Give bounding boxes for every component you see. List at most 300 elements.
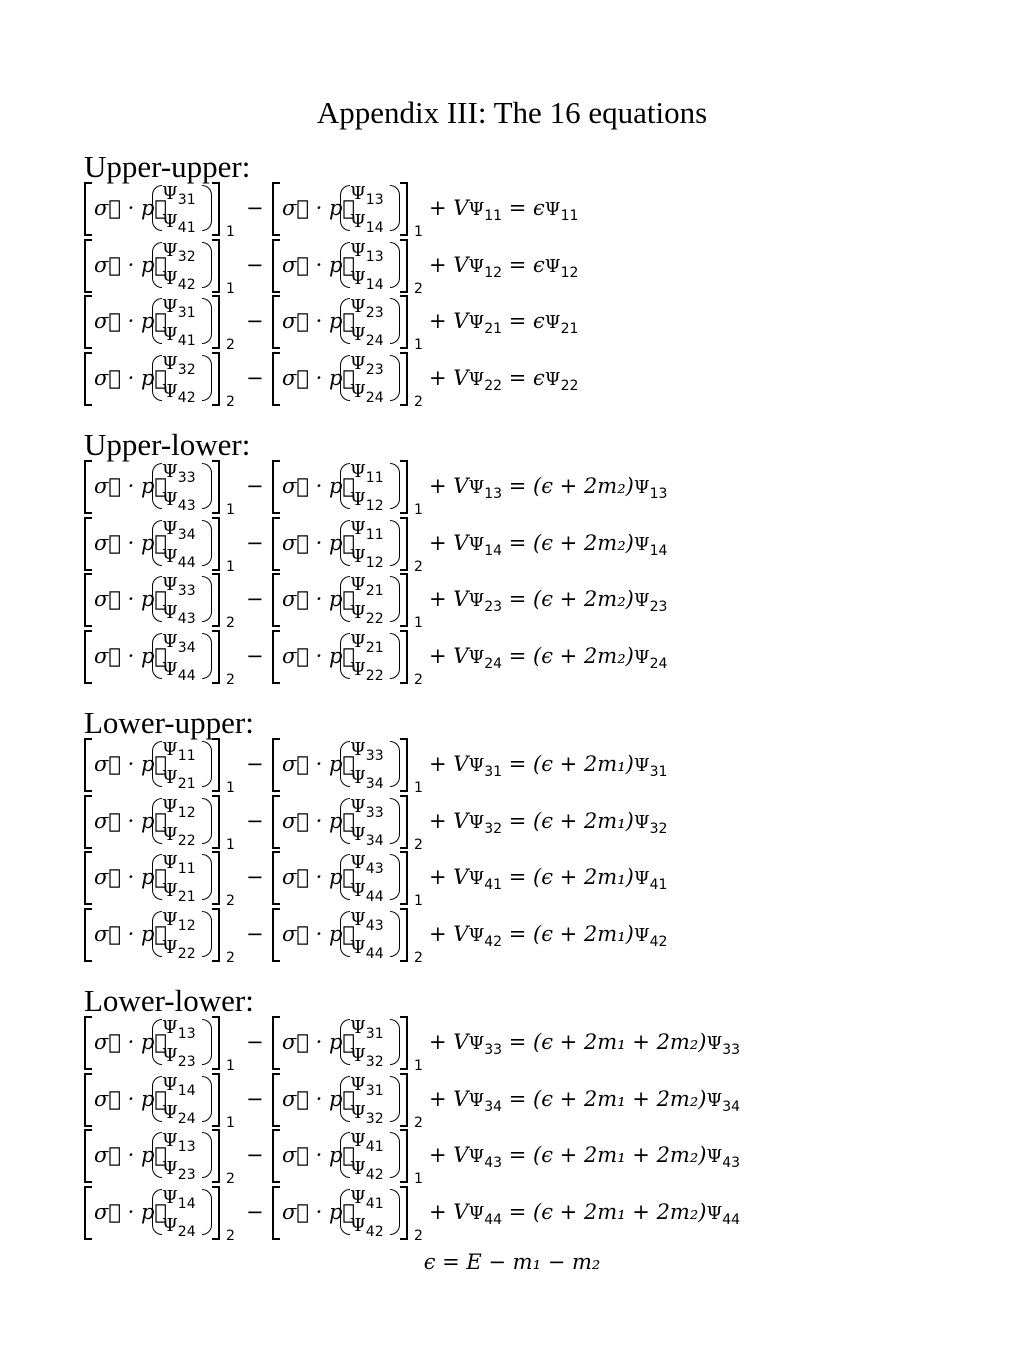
section-label: Upper-lower: xyxy=(84,427,251,462)
a-bracket-right xyxy=(212,908,220,962)
plus-sign: + xyxy=(429,643,454,668)
b-paren-right xyxy=(390,242,400,288)
b-bracket-index: 2 xyxy=(414,671,423,688)
b-psi-bottom-symbol: Ψ xyxy=(350,767,366,788)
a-paren-left xyxy=(152,185,162,231)
a-paren-left xyxy=(152,355,162,401)
a-bracket-left xyxy=(84,908,92,962)
minus-sign: − xyxy=(246,309,264,333)
a-sigma-dot-p: σ⃗ · p⃗ xyxy=(94,1143,168,1167)
b-psi-top xyxy=(350,736,384,763)
psi-index: 13 xyxy=(484,486,503,502)
b-psi-bottom xyxy=(350,877,384,904)
b-bracket-index: 1 xyxy=(414,224,423,240)
a-psi-top-symbol: Ψ xyxy=(162,795,178,817)
equation-row xyxy=(84,517,844,575)
a-psi-bottom-index: 24 xyxy=(177,1110,196,1127)
a-paren-left xyxy=(152,1132,162,1178)
a-psi-top xyxy=(162,1184,196,1211)
a-psi-top-symbol: Ψ xyxy=(162,908,178,930)
potential-symbol: V xyxy=(453,309,469,333)
b-sigma-dot-p: σ⃗ · p⃗ xyxy=(282,530,356,555)
b-bracket-right xyxy=(400,295,408,349)
psi-symbol: Ψ xyxy=(468,477,485,498)
a-psi-top-symbol: Ψ xyxy=(162,852,178,873)
b-paren-left xyxy=(340,520,350,566)
a-psi-bottom xyxy=(162,208,196,235)
b-bracket-left xyxy=(272,1073,280,1127)
plus-sign: + xyxy=(429,1199,454,1224)
b-psi-bottom-index: 24 xyxy=(365,389,384,406)
b-sigma-dot-p: σ⃗ · p⃗ xyxy=(282,252,356,277)
a-psi-bottom-symbol: Ψ xyxy=(162,1158,178,1179)
b-psi-bottom xyxy=(350,486,384,513)
b-psi-top-symbol: Ψ xyxy=(350,517,366,539)
equation-rhs xyxy=(429,587,667,614)
rhs-factor: ϵ xyxy=(533,365,545,390)
rhs-factor: (ϵ + 2m₁ + 2m₂) xyxy=(533,1086,707,1111)
b-psi-bottom xyxy=(350,934,384,961)
b-psi-bottom-index: 22 xyxy=(365,611,384,627)
rhs-factor: (ϵ + 2m₁) xyxy=(533,865,634,889)
potential-symbol: V xyxy=(453,865,469,889)
b-bracket-left xyxy=(272,517,280,571)
a-sigma-dot-p: σ⃗ · p⃗ xyxy=(94,196,168,220)
b-paren-left xyxy=(340,911,350,957)
b-psi-top-index: 11 xyxy=(365,526,384,543)
a-sigma-dot-p: σ⃗ · p⃗ xyxy=(94,474,168,498)
potential-symbol: V xyxy=(453,643,469,668)
a-bracket-index: 2 xyxy=(226,671,235,688)
minus-sign: − xyxy=(246,196,264,220)
b-psi-top-index: 31 xyxy=(365,1082,384,1099)
b-paren-right xyxy=(390,854,400,900)
a-paren-right xyxy=(202,1132,212,1178)
a-psi-bottom-index: 24 xyxy=(177,1223,196,1240)
a-psi-top xyxy=(162,1071,196,1098)
b-bracket-right xyxy=(400,1073,408,1127)
a-bracket-index: 2 xyxy=(226,1227,235,1244)
a-paren-left xyxy=(152,1189,162,1235)
a-psi-bottom xyxy=(162,764,196,791)
b-psi-bottom-symbol: Ψ xyxy=(350,602,366,623)
b-sigma-dot-p: σ⃗ · p⃗ xyxy=(282,643,356,668)
a-psi-bottom xyxy=(162,599,196,626)
a-psi-bottom-symbol: Ψ xyxy=(162,1045,178,1066)
psi-index: 43 xyxy=(484,1155,503,1171)
minus-sign: − xyxy=(246,1086,264,1111)
b-paren-right xyxy=(390,576,400,622)
b-psi-bottom-symbol: Ψ xyxy=(350,324,366,345)
a-psi-bottom-symbol: Ψ xyxy=(162,1214,178,1236)
b-psi-top-index: 13 xyxy=(365,248,384,265)
b-psi-top xyxy=(350,793,384,820)
b-psi-top-symbol: Ψ xyxy=(350,574,366,595)
psi-index: 14 xyxy=(484,542,503,559)
a-paren-left xyxy=(152,633,162,679)
b-bracket-index: 2 xyxy=(414,280,423,297)
b-paren-left xyxy=(340,1189,350,1235)
a-psi-bottom-symbol: Ψ xyxy=(162,823,178,845)
b-bracket-right xyxy=(400,573,408,627)
b-bracket-right xyxy=(400,239,408,293)
equals-sign: = xyxy=(502,643,534,668)
a-psi-bottom-symbol: Ψ xyxy=(162,602,178,623)
potential-symbol: V xyxy=(453,1143,469,1167)
a-bracket-left xyxy=(84,851,92,905)
a-psi-top xyxy=(162,515,196,542)
psi-symbol: Ψ xyxy=(633,646,650,668)
b-sigma-dot-p: σ⃗ · p⃗ xyxy=(282,309,356,333)
a-bracket-left xyxy=(84,239,92,293)
b-psi-top-index: 31 xyxy=(365,1026,384,1042)
a-psi-top xyxy=(162,906,196,933)
psi-symbol: Ψ xyxy=(706,1202,723,1224)
a-psi-top xyxy=(162,736,196,763)
a-psi-top xyxy=(162,793,196,820)
psi-symbol: Ψ xyxy=(706,1089,723,1111)
b-sigma-dot-p: σ⃗ · p⃗ xyxy=(282,587,356,611)
psi-symbol: Ψ xyxy=(544,255,561,277)
b-psi-bottom xyxy=(350,378,384,405)
a-sigma-dot-p: σ⃗ · p⃗ xyxy=(94,865,168,889)
plus-sign: + xyxy=(429,808,454,833)
potential-symbol: V xyxy=(453,587,469,611)
b-sigma-dot-p: σ⃗ · p⃗ xyxy=(282,1143,356,1167)
b-psi-top-symbol: Ψ xyxy=(350,739,366,760)
b-psi-top-index: 11 xyxy=(365,470,384,486)
b-psi-bottom xyxy=(350,1042,384,1069)
a-paren-left xyxy=(152,520,162,566)
b-paren-left xyxy=(340,298,350,344)
minus-sign: − xyxy=(246,865,264,889)
a-bracket-left xyxy=(84,1073,92,1127)
psi-symbol: Ψ xyxy=(633,924,650,946)
a-bracket-left xyxy=(84,517,92,571)
a-sigma-dot-p: σ⃗ · p⃗ xyxy=(94,1086,168,1111)
a-psi-top xyxy=(162,293,196,320)
psi-index: 42 xyxy=(484,933,503,950)
a-psi-bottom-index: 43 xyxy=(177,611,196,627)
b-paren-left xyxy=(340,633,350,679)
b-bracket-right xyxy=(400,460,408,514)
a-sigma-dot-p: σ⃗ · p⃗ xyxy=(94,365,168,390)
a-sigma-dot-p: σ⃗ · p⃗ xyxy=(94,752,168,776)
b-paren-right xyxy=(390,1189,400,1235)
b-psi-top-symbol: Ψ xyxy=(350,795,366,817)
b-psi-bottom-index: 42 xyxy=(365,1167,384,1183)
b-bracket-left xyxy=(272,1129,280,1183)
b-bracket-index: 1 xyxy=(414,502,423,518)
equation-rhs xyxy=(429,1143,740,1170)
a-bracket-right xyxy=(212,1186,220,1240)
psi-symbol: Ψ xyxy=(468,755,485,776)
b-bracket-index: 1 xyxy=(414,893,423,909)
b-sigma-dot-p: σ⃗ · p⃗ xyxy=(282,1030,356,1054)
a-psi-bottom xyxy=(162,321,196,348)
b-psi-top xyxy=(350,515,384,542)
b-paren-left xyxy=(340,1019,350,1065)
b-psi-bottom-symbol: Ψ xyxy=(350,1214,366,1236)
psi-index: 13 xyxy=(649,486,668,502)
psi-index: 41 xyxy=(484,877,503,893)
b-bracket-right xyxy=(400,352,408,406)
psi-index: 33 xyxy=(722,1042,741,1058)
a-bracket-right xyxy=(212,1129,220,1183)
b-paren-left xyxy=(340,576,350,622)
equals-sign: = xyxy=(502,1199,534,1224)
a-psi-bottom xyxy=(162,486,196,513)
potential-symbol: V xyxy=(453,1030,469,1054)
b-bracket-left xyxy=(272,738,280,792)
a-psi-top-symbol: Ψ xyxy=(162,1073,178,1095)
rhs-factor: ϵ xyxy=(533,252,545,277)
psi-index: 22 xyxy=(484,377,503,394)
b-bracket-left xyxy=(272,573,280,627)
minus-sign: − xyxy=(246,1030,264,1054)
a-bracket-left xyxy=(84,1186,92,1240)
a-psi-bottom xyxy=(162,378,196,405)
psi-index: 32 xyxy=(484,820,503,837)
equation-rhs xyxy=(429,922,667,949)
b-psi-bottom-index: 42 xyxy=(365,1223,384,1240)
plus-sign: + xyxy=(429,252,454,277)
a-bracket-right xyxy=(212,460,220,514)
a-psi-top xyxy=(162,628,196,655)
psi-index: 33 xyxy=(484,1042,503,1058)
a-bracket-right xyxy=(212,517,220,571)
a-bracket-left xyxy=(84,738,92,792)
potential-symbol: V xyxy=(453,530,469,555)
b-psi-bottom-index: 24 xyxy=(365,333,384,349)
b-psi-top xyxy=(350,180,384,207)
a-bracket-left xyxy=(84,630,92,684)
b-psi-bottom xyxy=(350,1155,384,1182)
equals-sign: = xyxy=(502,252,534,277)
b-paren-left xyxy=(340,185,350,231)
a-psi-bottom-index: 41 xyxy=(177,333,196,349)
b-paren-left xyxy=(340,741,350,787)
equation-row xyxy=(84,182,844,240)
a-bracket-right xyxy=(212,352,220,406)
a-psi-bottom-index: 42 xyxy=(177,389,196,406)
equation-row xyxy=(84,1073,844,1131)
b-paren-right xyxy=(390,463,400,509)
plus-sign: + xyxy=(429,1030,454,1054)
b-psi-top-symbol: Ψ xyxy=(350,183,366,204)
psi-symbol: Ψ xyxy=(706,1146,723,1167)
b-sigma-dot-p: σ⃗ · p⃗ xyxy=(282,1199,356,1224)
b-paren-left xyxy=(340,1076,350,1122)
psi-index: 21 xyxy=(484,321,503,337)
plus-sign: + xyxy=(429,365,454,390)
plus-sign: + xyxy=(429,474,454,498)
equals-sign: = xyxy=(502,752,534,776)
b-bracket-left xyxy=(272,239,280,293)
b-paren-right xyxy=(390,1132,400,1178)
a-bracket-index: 1 xyxy=(226,224,235,240)
b-psi-bottom xyxy=(350,821,384,848)
psi-index: 23 xyxy=(649,599,668,615)
a-paren-right xyxy=(202,355,212,401)
a-psi-top-symbol: Ψ xyxy=(162,517,178,539)
a-paren-right xyxy=(202,463,212,509)
a-bracket-right xyxy=(212,630,220,684)
a-psi-bottom xyxy=(162,1042,196,1069)
a-psi-bottom-symbol: Ψ xyxy=(162,211,178,232)
a-bracket-right xyxy=(212,851,220,905)
a-psi-top-index: 14 xyxy=(177,1195,196,1212)
b-psi-bottom-index: 34 xyxy=(365,776,384,792)
a-psi-top-symbol: Ψ xyxy=(162,461,178,482)
a-psi-top-symbol: Ψ xyxy=(162,1186,178,1208)
b-psi-bottom-symbol: Ψ xyxy=(350,936,366,958)
a-bracket-index: 2 xyxy=(226,1171,235,1187)
b-bracket-right xyxy=(400,517,408,571)
b-bracket-index: 2 xyxy=(414,836,423,853)
equals-sign: = xyxy=(502,865,534,889)
a-bracket-index: 2 xyxy=(226,893,235,909)
b-psi-top-symbol: Ψ xyxy=(350,1186,366,1208)
a-paren-right xyxy=(202,242,212,288)
a-paren-left xyxy=(152,911,162,957)
a-psi-top-index: 13 xyxy=(177,1139,196,1155)
a-sigma-dot-p: σ⃗ · p⃗ xyxy=(94,1199,168,1224)
b-bracket-index: 2 xyxy=(414,949,423,966)
equation-rhs xyxy=(429,531,667,558)
a-psi-bottom xyxy=(162,877,196,904)
psi-index: 31 xyxy=(484,764,503,780)
b-psi-top-symbol: Ψ xyxy=(350,630,366,652)
a-paren-left xyxy=(152,741,162,787)
equals-sign: = xyxy=(502,1086,534,1111)
psi-index: 41 xyxy=(649,877,668,893)
b-paren-right xyxy=(390,1019,400,1065)
b-psi-bottom xyxy=(350,656,384,683)
psi-symbol: Ψ xyxy=(468,1033,485,1054)
b-sigma-dot-p: σ⃗ · p⃗ xyxy=(282,365,356,390)
minus-sign: − xyxy=(246,1199,264,1224)
a-bracket-index: 1 xyxy=(226,280,235,297)
psi-index: 12 xyxy=(560,264,579,281)
psi-symbol: Ψ xyxy=(468,1089,485,1111)
a-paren-left xyxy=(152,1076,162,1122)
equation-rhs xyxy=(429,1200,740,1227)
equation-row xyxy=(84,239,844,297)
psi-symbol: Ψ xyxy=(633,868,650,889)
a-psi-top xyxy=(162,180,196,207)
b-bracket-left xyxy=(272,352,280,406)
b-sigma-dot-p: σ⃗ · p⃗ xyxy=(282,752,356,776)
psi-index: 24 xyxy=(649,655,668,672)
rhs-factor: (ϵ + 2m₂) xyxy=(533,474,634,498)
a-sigma-dot-p: σ⃗ · p⃗ xyxy=(94,1030,168,1054)
a-paren-right xyxy=(202,1189,212,1235)
a-paren-right xyxy=(202,911,212,957)
b-psi-bottom-index: 12 xyxy=(365,498,384,514)
a-bracket-left xyxy=(84,182,92,236)
psi-symbol: Ψ xyxy=(468,1202,485,1224)
a-psi-bottom xyxy=(162,821,196,848)
b-psi-bottom-symbol: Ψ xyxy=(350,1101,366,1123)
a-bracket-right xyxy=(212,1016,220,1070)
a-psi-top-symbol: Ψ xyxy=(162,352,178,374)
a-paren-left xyxy=(152,576,162,622)
psi-symbol: Ψ xyxy=(706,1033,723,1054)
psi-symbol: Ψ xyxy=(468,312,485,333)
psi-symbol: Ψ xyxy=(633,533,650,555)
plus-sign: + xyxy=(429,1086,454,1111)
b-bracket-index: 1 xyxy=(414,1058,423,1074)
psi-index: 31 xyxy=(649,764,668,780)
b-psi-bottom-index: 32 xyxy=(365,1054,384,1070)
a-paren-right xyxy=(202,576,212,622)
psi-symbol: Ψ xyxy=(468,533,485,555)
a-bracket-left xyxy=(84,1016,92,1070)
equation-row xyxy=(84,795,844,853)
rhs-factor: (ϵ + 2m₁ + 2m₂) xyxy=(533,1143,707,1167)
b-psi-top-index: 33 xyxy=(365,748,384,764)
a-psi-bottom-symbol: Ψ xyxy=(162,658,178,680)
psi-symbol: Ψ xyxy=(633,477,650,498)
equals-sign: = xyxy=(502,1030,534,1054)
psi-index: 14 xyxy=(649,542,668,559)
psi-index: 12 xyxy=(484,264,503,281)
equation-row xyxy=(84,1016,844,1074)
b-psi-bottom xyxy=(350,321,384,348)
psi-symbol: Ψ xyxy=(544,368,561,390)
minus-sign: − xyxy=(246,252,264,277)
b-psi-bottom-index: 44 xyxy=(365,889,384,905)
a-psi-top-index: 32 xyxy=(177,248,196,265)
psi-index: 42 xyxy=(649,933,668,950)
a-paren-right xyxy=(202,298,212,344)
equation-row xyxy=(84,573,844,631)
b-psi-bottom xyxy=(350,265,384,292)
a-paren-right xyxy=(202,1076,212,1122)
psi-symbol: Ψ xyxy=(468,199,485,220)
a-psi-bottom xyxy=(162,1155,196,1182)
psi-index: 24 xyxy=(484,655,503,672)
psi-index: 21 xyxy=(560,321,579,337)
b-psi-bottom-symbol: Ψ xyxy=(350,1045,366,1066)
b-sigma-dot-p: σ⃗ · p⃗ xyxy=(282,808,356,833)
potential-symbol: V xyxy=(453,474,469,498)
a-psi-bottom xyxy=(162,656,196,683)
b-psi-top xyxy=(350,1014,384,1041)
b-psi-top xyxy=(350,906,384,933)
b-bracket-right xyxy=(400,738,408,792)
minus-sign: − xyxy=(246,921,264,946)
a-sigma-dot-p: σ⃗ · p⃗ xyxy=(94,252,168,277)
b-bracket-index: 2 xyxy=(414,558,423,575)
plus-sign: + xyxy=(429,587,454,611)
a-psi-bottom-symbol: Ψ xyxy=(162,767,178,788)
b-paren-right xyxy=(390,633,400,679)
psi-symbol: Ψ xyxy=(468,590,485,611)
b-psi-top-index: 23 xyxy=(365,305,384,321)
page-title: Appendix III: The 16 equations xyxy=(316,95,708,130)
b-bracket-index: 2 xyxy=(414,1114,423,1131)
minus-sign: − xyxy=(246,1143,264,1167)
a-psi-top-index: 12 xyxy=(177,917,196,934)
potential-symbol: V xyxy=(453,921,469,946)
b-psi-top-index: 13 xyxy=(365,192,384,208)
b-psi-bottom-index: 12 xyxy=(365,554,384,571)
section-label: Lower-upper: xyxy=(84,705,254,740)
b-bracket-index: 1 xyxy=(414,615,423,631)
b-psi-top-symbol: Ψ xyxy=(350,239,366,261)
